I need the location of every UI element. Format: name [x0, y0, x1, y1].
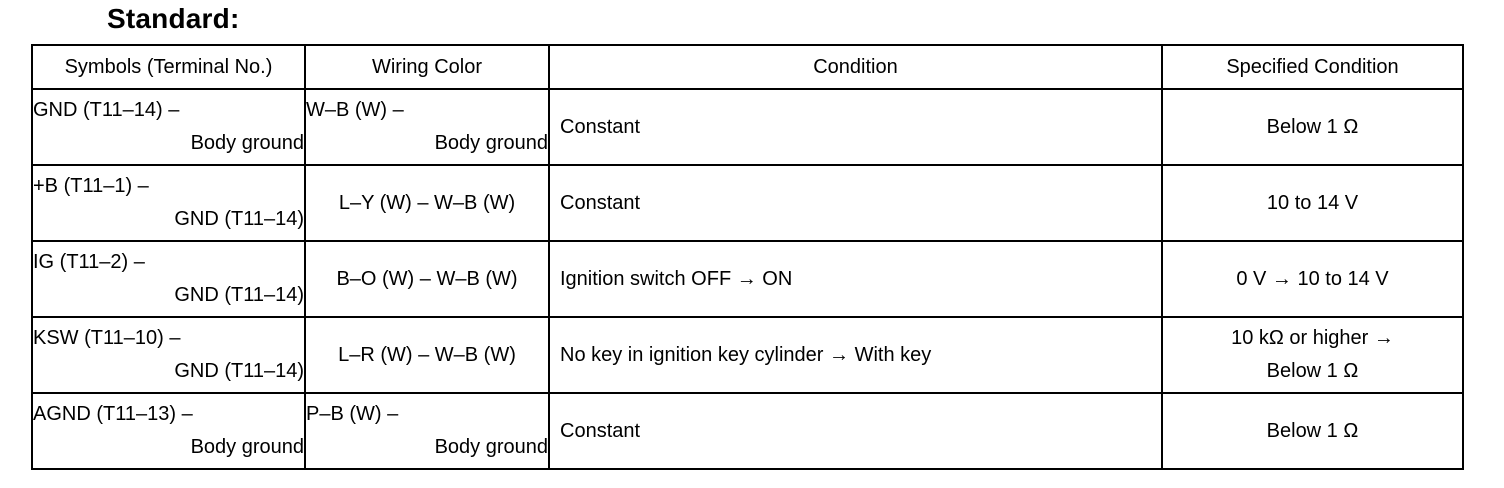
- wiring-cell: L–Y (W) – W–B (W): [305, 165, 549, 241]
- standard-spec-table: [31, 44, 1464, 470]
- specified-cell: 10 to 14 V: [1162, 165, 1463, 241]
- table-row: [32, 317, 1463, 393]
- header-symbols: Symbols (Terminal No.): [32, 45, 305, 89]
- table-row: [32, 165, 1463, 241]
- symbols-cell: [32, 317, 305, 393]
- symbols-line-2: GND (T11–14): [174, 284, 304, 306]
- symbols-line-2: Body ground: [190, 436, 304, 458]
- symbols-line-1: KSW (T11–10) –: [33, 327, 181, 349]
- condition-cell: Constant: [549, 393, 1162, 469]
- symbols-cell: [32, 165, 305, 241]
- symbols-cell: [32, 89, 305, 165]
- standard-heading: Standard:: [107, 3, 240, 34]
- specified-cell: 0 V → 10 to 14 V: [1162, 241, 1463, 317]
- specified-cell: [1162, 317, 1463, 393]
- condition-cell: No key in ignition key cylinder → With key: [549, 317, 1162, 393]
- symbols-line-2: GND (T11–14): [174, 208, 304, 230]
- specified-line-1: 10 kΩ or higher →: [1231, 327, 1394, 349]
- symbols-line-1: AGND (T11–13) –: [33, 403, 193, 425]
- wiring-line-2: Body ground: [434, 132, 548, 154]
- wiring-cell: [305, 89, 549, 165]
- symbols-line-1: IG (T11–2) –: [33, 251, 145, 273]
- symbols-line-2: GND (T11–14): [174, 360, 304, 382]
- table-row: [32, 241, 1463, 317]
- wiring-line-1: P–B (W) –: [306, 403, 399, 425]
- header-wiring-color: Wiring Color: [305, 45, 549, 89]
- symbols-line-1: +B (T11–1) –: [33, 175, 149, 197]
- condition-cell: Constant: [549, 89, 1162, 165]
- table-row: [32, 393, 1463, 469]
- table-header-row: [32, 45, 1463, 89]
- symbols-cell: [32, 241, 305, 317]
- symbols-line-1: GND (T11–14) –: [33, 99, 180, 121]
- specified-cell: Below 1 Ω: [1162, 89, 1463, 165]
- specified-line-2: Below 1 Ω: [1266, 360, 1359, 382]
- symbols-cell: [32, 393, 305, 469]
- condition-cell: Constant: [549, 165, 1162, 241]
- wiring-line-1: W–B (W) –: [306, 99, 404, 121]
- header-specified-condition: Specified Condition: [1162, 45, 1463, 89]
- wiring-cell: L–R (W) – W–B (W): [305, 317, 549, 393]
- wiring-cell: [305, 393, 549, 469]
- condition-cell: Ignition switch OFF → ON: [549, 241, 1162, 317]
- header-condition: Condition: [549, 45, 1162, 89]
- table-row: [32, 89, 1463, 165]
- specified-cell: Below 1 Ω: [1162, 393, 1463, 469]
- wiring-cell: B–O (W) – W–B (W): [305, 241, 549, 317]
- wiring-line-2: Body ground: [434, 436, 548, 458]
- symbols-line-2: Body ground: [190, 132, 304, 154]
